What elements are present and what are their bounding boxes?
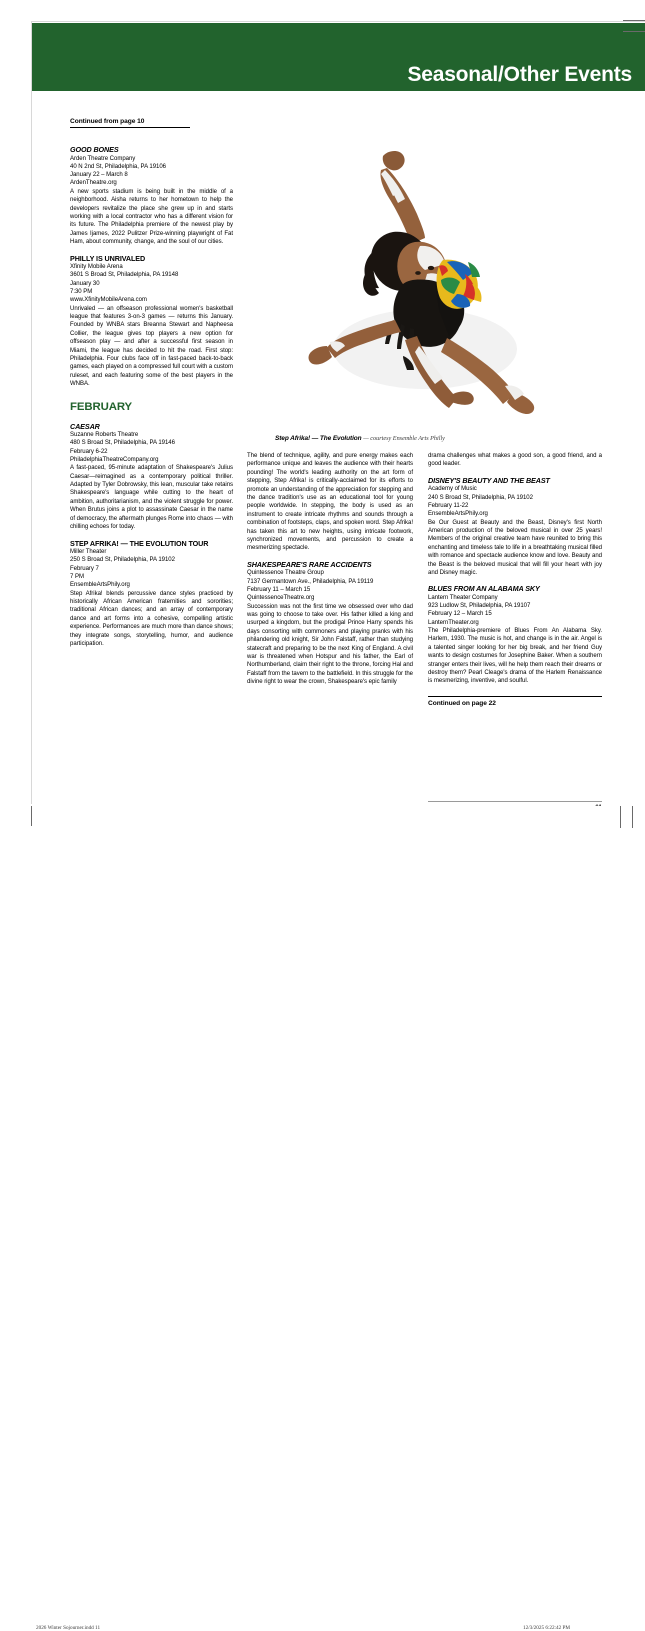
crop-mark-top-right: [623, 20, 645, 21]
event-step-afrika: [70, 539, 233, 649]
continued-on-block: [428, 696, 602, 709]
section-title: Seasonal/Other Events: [407, 63, 632, 86]
continued-on-label: Continued on page 22: [428, 699, 496, 707]
event-address: 40 N 2nd St, Philadelphia, PA 19106: [70, 163, 166, 170]
continued-from-rule: [70, 127, 190, 128]
event-website[interactable]: LanternTheater.org: [428, 619, 479, 626]
event-dates: February 11-22: [428, 502, 469, 509]
event-website[interactable]: PhiladelphiaTheatreCompany.org: [70, 456, 159, 463]
event-dates: February 7: [70, 565, 99, 572]
event-address: 250 S Broad St, Philadelphia, PA 19102: [70, 557, 175, 564]
event-dates: January 22 – March 8: [70, 172, 128, 179]
step-afrika-continuation: The blend of technique, agility, and pure energy makes each performance unique and leaves the audience with their hearts pounding! The world's leading authority on the art form of stepping, Step Afrika! is critically-acclaimed for its efforts to promote an understanding of the appreciation for stepping and the dance tradition's use as an educational tool for young people worldwide. In stepping, the body is used as an instrument to create intricate rhythms and sounds through a combination of footsteps, claps, and spoken word. Step Afrika! has taken this art to new heights, using intricate footwork, synchronized movements, and percussion to create a mesmerizing spectacle.: [247, 453, 413, 552]
column-3: [428, 452, 602, 708]
event-description: Succession was not the first time we obsessed over who dad was going to choose to take over. His father killed a king and usurped a kingdom, but the prodigal Prince Harry spends his days consorting with commoners and playing pranks with his philandering old knight, Sir John Falstaff, rather than studying statecraft and preparing to be the next King of England. A civil war is threatened when Hotspur and his father, the Earl of Northumberland, claim their right to the throne, forcing Hal and Falstaff from the tavern to the battlefield. In this struggle for the divine right to wear the crown, Shakespeare's epic family: [247, 603, 413, 686]
event-good-bones: [70, 145, 233, 247]
shakespeare-continuation: drama challenges what makes a good son, a good friend, and a good leader.: [428, 453, 602, 468]
event-venue: Xfinity Mobile Arena: [70, 264, 123, 271]
event-description: Be Our Guest at Beauty and the Beast, Disney's first North American production of the beloved musical in over 25 years! Members of the original creative team have reunited to bring this enchanting and timeless tale to life in a breathtaking musical filled with romance and spectacle audience know and love. Beauty and the Beast is the beloved musical that will fill your heart with joy and Disney magic.: [428, 519, 602, 576]
page-sheet: [31, 21, 645, 804]
event-title: BLUES FROM AN ALABAMA SKY: [428, 584, 540, 594]
step-afrika-photo: [275, 134, 605, 432]
event-address: 240 S Broad St, Philadelphia, PA 19102: [428, 494, 533, 501]
crop-mark-right-upper: [623, 31, 645, 32]
event-venue: Suzanne Roberts Theatre: [70, 432, 139, 439]
event-website[interactable]: EnsembleArtsPhily.org: [70, 582, 130, 589]
event-dates: February 6-22: [70, 448, 108, 455]
event-title: DISNEY'S BEAUTY AND THE BEAST: [428, 475, 550, 485]
indd-timestamp: 12/3/2025 6:22:42 PM: [523, 1625, 570, 1631]
event-website[interactable]: EnsembleArtsPhily.org: [428, 511, 488, 518]
event-description: Unrivaled — an offseason professional women's basketball league that features 3-on-3 games — returns this January. Founded by WNBA stars Breanna Stewart and Napheesa Collier, the league gives top players a new option for offseason play — and after a successful first season in Miami, the league has decided to hit the road. First stop: Philadelphia. Four clubs face off in fast-paced back-to-back games, each played on a compressed full court with a custom ruleset, and each featuring some of the best players in the WNBA.: [70, 305, 234, 388]
event-philly-is-unrivaled: [70, 254, 233, 389]
event-dates: January 30: [70, 280, 100, 287]
section-banner: [32, 23, 645, 91]
event-title: STEP AFRIKA! — THE EVOLUTION TOUR: [70, 538, 209, 548]
event-title: CAESAR: [70, 421, 100, 431]
event-venue: Miller Theater: [70, 549, 107, 556]
event-venue: Academy of Music: [428, 486, 477, 493]
event-time: 7 PM: [70, 573, 84, 580]
event-description: A fast-paced, 95-minute adaptation of Shakespeare's Julius Caesar—reimagined as a contemporary political thriller. Adapted by Tyler Dobrowsky, this lean, muscular take retains Shakespeare's language while cutting to the heart of ambition, authoritarianism, and the violent struggle for power. When Brutus joins a plot to assassinate Caesar in the name of democracy, the aftermath plunges Rome into chaos — with chilling echoes for today.: [70, 465, 233, 531]
month-heading-february: FEBRUARY: [70, 400, 133, 413]
event-venue: Lantern Theater Company: [428, 594, 498, 601]
column-1: [70, 145, 233, 648]
crop-mark-right-vertical: [620, 806, 621, 828]
event-description: Step Afrika! blends percussive dance styles practiced by historically African American fraternities and sororities; traditional African dances; and an array of contemporary dance and art forms into a cohesive, compelling artistic experience. Performances are much more than dance shows; they integrate songs, storytelling, humor, and audience participation.: [70, 590, 233, 647]
event-title: SHAKESPEARE'S RARE ACCIDENTS: [247, 559, 372, 569]
continued-from-block: [70, 118, 190, 128]
event-venue: Arden Theatre Company: [70, 155, 136, 162]
event-disneys-beauty-and-the-beast: [428, 476, 602, 578]
event-dates: February 11 – March 15: [247, 586, 311, 593]
event-blues-from-an-alabama-sky: [428, 584, 602, 686]
event-dates: February 12 – March 15: [428, 611, 492, 618]
event-website[interactable]: ArdenTheatre.org: [70, 180, 117, 187]
event-title: GOOD BONES: [70, 145, 119, 154]
caption-credit: — courtesy Ensemble Arts Philly: [363, 435, 445, 442]
indd-filename: 2026 Winter Sojourner.indd 11: [36, 1625, 101, 1631]
event-venue: Quintessence Theatre Group: [247, 570, 324, 577]
crop-mark-right-vertical-2: [632, 806, 633, 828]
event-address: 480 S Broad St, Philadelphia, PA 19146: [70, 440, 175, 447]
photo-caption: [275, 435, 605, 443]
footer-rule: [428, 801, 602, 802]
event-address: 923 Ludlow St, Philadelphia, PA 19107: [428, 603, 531, 610]
caption-title: Step Afrika! — The Evolution: [275, 435, 362, 442]
event-shakespeares-rare-accidents: [247, 560, 413, 687]
crop-mark-left: [31, 806, 32, 826]
event-address: 7137 Germantown Ave., Philadelphia, PA 19119: [247, 578, 374, 585]
event-caesar: [70, 422, 233, 532]
event-website[interactable]: QuintessenceTheatre.org: [247, 595, 315, 602]
event-description: The Philadelphia-premiere of Blues From An Alabama Sky. Harlem, 1930. The music is hot, and change is in the air. Angel is a talented singer looking for her big break, and her friend Guy wants to design costumes for Josephine Baker. When a southern stranger enters their lives, will he help them reach their dreams or destroy them? Pearl Cleage's drama of the Harlem Renaissance is mesmerizing, inventive, and soulful.: [428, 628, 602, 685]
event-title: PHILLY IS UNRIVALED: [70, 253, 146, 263]
event-website[interactable]: www.XfinityMobileArena.com: [70, 297, 147, 304]
continued-on-rule: [428, 696, 602, 697]
event-time: 7:30 PM: [70, 288, 93, 295]
column-2: [247, 452, 413, 687]
event-description: A new sports stadium is being built in the middle of a neighborhood. Aisha returns to her hometown to help the developers revitalize the place she grew up in and starts working with a local contractor who has a different vision for its future. The Philadelphia premiere of the newest play by James Ijames, 2022 Pulitzer Prize-winning playwright of Fat Ham, about community, change, and the soul of our cities.: [70, 188, 233, 246]
event-address: 3601 S Broad St, Philadelphia, PA 19148: [70, 272, 179, 279]
indesign-export-bar: [0, 806, 645, 1631]
continued-from-label: Continued from page 10: [70, 118, 145, 125]
